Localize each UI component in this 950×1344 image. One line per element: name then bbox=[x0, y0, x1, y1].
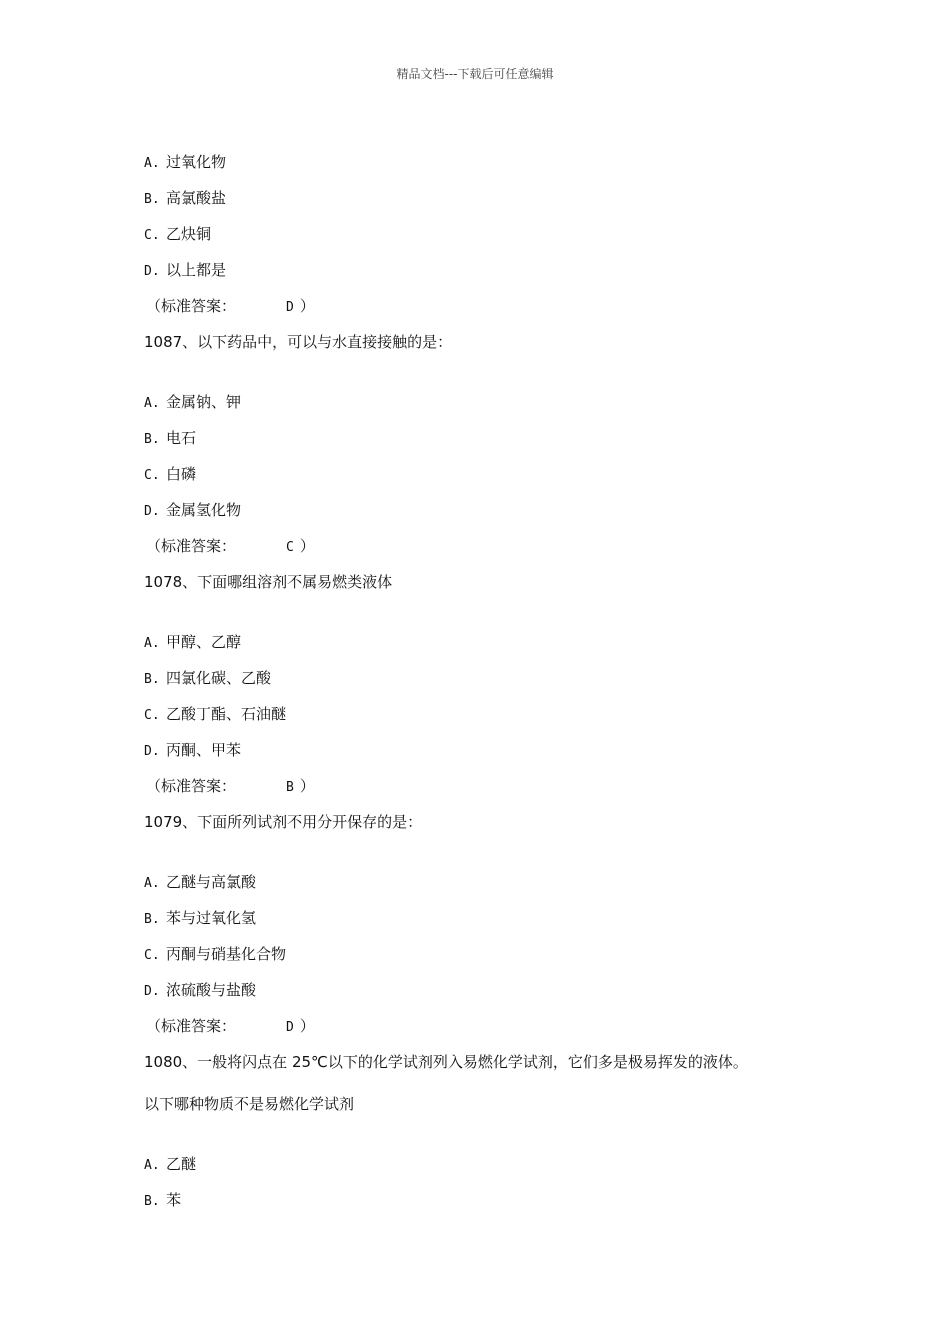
answer-value: D bbox=[286, 1020, 294, 1035]
question-title: 1087、以下药品中，可以与水直接接触的是： bbox=[144, 333, 453, 351]
option-a bbox=[144, 152, 226, 174]
option-letter: A. bbox=[144, 1158, 160, 1173]
answer-close: ） bbox=[299, 777, 315, 795]
option-d bbox=[144, 260, 226, 282]
option-letter: D. bbox=[144, 744, 160, 759]
option-letter: B. bbox=[144, 1194, 160, 1209]
option-c bbox=[144, 944, 286, 966]
option-text: 甲醇、乙醇 bbox=[166, 633, 242, 651]
option-b bbox=[144, 428, 196, 450]
option-text: 四氯化碳、乙酸 bbox=[166, 669, 272, 687]
answer-value: D bbox=[286, 300, 294, 315]
option-letter: C. bbox=[144, 228, 160, 243]
option-a bbox=[144, 632, 241, 654]
option-letter: C. bbox=[144, 468, 160, 483]
answer-close: ） bbox=[299, 297, 315, 315]
option-b bbox=[144, 668, 271, 690]
option-text: 浓硫酸与盐酸 bbox=[166, 981, 257, 999]
option-text: 高氯酸盐 bbox=[166, 189, 227, 207]
option-d bbox=[144, 500, 241, 522]
standard-answer bbox=[146, 1016, 315, 1038]
answer-label: （标准答案： bbox=[146, 777, 237, 795]
option-text: 金属钠、钾 bbox=[166, 393, 242, 411]
option-letter: D. bbox=[144, 264, 160, 279]
option-c bbox=[144, 464, 196, 486]
option-letter: A. bbox=[144, 636, 160, 651]
question-title: 1080、一般将闪点在 25℃以下的化学试剂列入易燃化学试剂，它们多是极易挥发的液体。 bbox=[144, 1053, 748, 1071]
option-letter: D. bbox=[144, 504, 160, 519]
option-text: 金属氢化物 bbox=[166, 501, 242, 519]
option-letter: B. bbox=[144, 192, 160, 207]
standard-answer bbox=[146, 536, 315, 558]
answer-label: （标准答案： bbox=[146, 1017, 237, 1035]
option-text: 丙酮、甲苯 bbox=[166, 741, 242, 759]
option-letter: C. bbox=[144, 708, 160, 723]
option-d bbox=[144, 980, 256, 1002]
option-letter: A. bbox=[144, 396, 160, 411]
question-title: 1079、下面所列试剂不用分开保存的是： bbox=[144, 813, 423, 831]
option-letter: C. bbox=[144, 948, 160, 963]
option-c bbox=[144, 704, 286, 726]
option-a bbox=[144, 872, 256, 894]
answer-label: （标准答案： bbox=[146, 297, 237, 315]
option-text: 乙醚 bbox=[166, 1155, 197, 1173]
option-letter: B. bbox=[144, 672, 160, 687]
option-letter: A. bbox=[144, 876, 160, 891]
option-text: 乙酸丁酯、石油醚 bbox=[166, 705, 287, 723]
option-text: 电石 bbox=[166, 429, 197, 447]
answer-close: ） bbox=[299, 537, 315, 555]
question-title-continued: 以下哪种物质不是易燃化学试剂 bbox=[144, 1095, 355, 1113]
page-header: 精品文档---下载后可任意编辑 bbox=[396, 67, 554, 81]
answer-value: B bbox=[286, 780, 294, 795]
option-b bbox=[144, 908, 256, 930]
option-d bbox=[144, 740, 241, 762]
answer-close: ） bbox=[299, 1017, 315, 1035]
option-letter: B. bbox=[144, 432, 160, 447]
option-text: 苯与过氧化氢 bbox=[166, 909, 257, 927]
option-c bbox=[144, 224, 211, 246]
option-text: 乙炔铜 bbox=[166, 225, 212, 243]
option-text: 过氧化物 bbox=[166, 153, 227, 171]
standard-answer bbox=[146, 776, 315, 798]
question-title: 1078、下面哪组溶剂不属易燃类液体 bbox=[144, 573, 393, 591]
option-letter: D. bbox=[144, 984, 160, 999]
option-text: 苯 bbox=[166, 1191, 182, 1209]
option-text: 白磷 bbox=[166, 465, 197, 483]
answer-value: C bbox=[286, 540, 294, 555]
option-letter: A. bbox=[144, 156, 160, 171]
standard-answer bbox=[146, 296, 315, 318]
option-text: 以上都是 bbox=[166, 261, 227, 279]
option-b bbox=[144, 1190, 181, 1212]
option-a bbox=[144, 1154, 196, 1176]
option-b bbox=[144, 188, 226, 210]
answer-label: （标准答案： bbox=[146, 537, 237, 555]
option-text: 乙醚与高氯酸 bbox=[166, 873, 257, 891]
option-text: 丙酮与硝基化合物 bbox=[166, 945, 287, 963]
option-a bbox=[144, 392, 241, 414]
option-letter: B. bbox=[144, 912, 160, 927]
